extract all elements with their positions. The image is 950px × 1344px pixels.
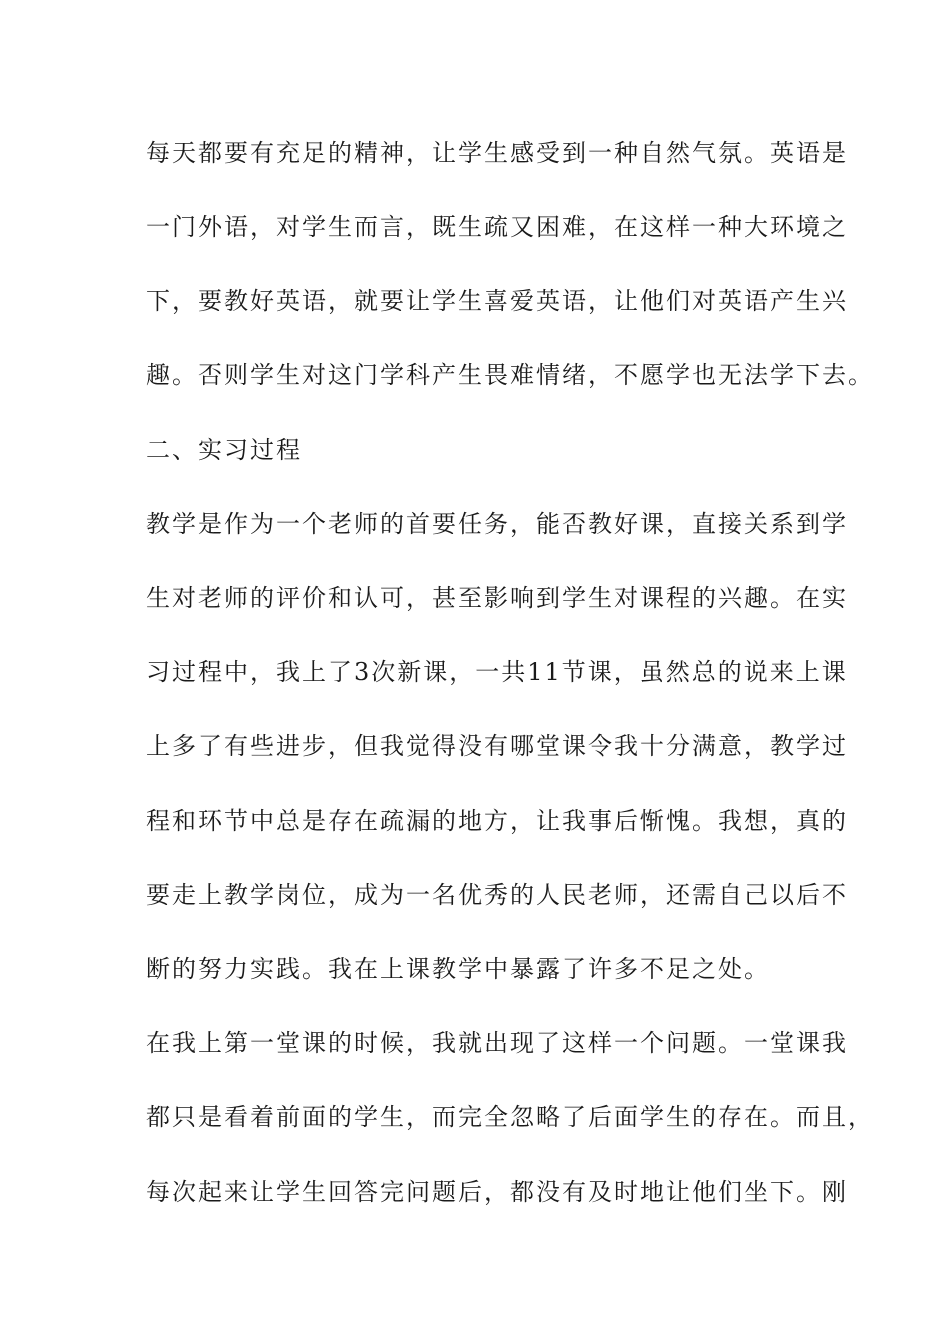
text-line: 都只是看着前面的学生，而完全忽略了后面学生的存在。而且， [146, 1103, 874, 1131]
text-line: 一门外语，对学生而言，既生疏又困难，在这样一种大环境之 [146, 213, 848, 241]
text-line: 趣。否则学生对这门学科产生畏难情绪，不愿学也无法学下去。 [146, 361, 874, 389]
text-line: 习过程中，我上了3次新课，一共11节课，虽然总的说来上课 [146, 658, 848, 686]
text-line: 在我上第一堂课的时候，我就出现了这样一个问题。一堂课我 [146, 1029, 848, 1057]
text-line: 每天都要有充足的精神，让学生感受到一种自然气氛。英语是 [146, 139, 848, 167]
text-line: 生对老师的评价和认可，甚至影响到学生对课程的兴趣。在实 [146, 584, 848, 612]
section-heading: 二、实习过程 [146, 436, 302, 464]
text-line: 每次起来让学生回答完问题后，都没有及时地让他们坐下。刚 [146, 1178, 848, 1206]
text-line: 上多了有些进步，但我觉得没有哪堂课令我十分满意，教学过 [146, 732, 848, 760]
text-line: 要走上教学岗位，成为一名优秀的人民老师，还需自己以后不 [146, 881, 848, 909]
text-line: 程和环节中总是存在疏漏的地方，让我事后惭愧。我想，真的 [146, 807, 848, 835]
text-line: 教学是作为一个老师的首要任务，能否教好课，直接关系到学 [146, 510, 848, 538]
text-line: 下，要教好英语，就要让学生喜爱英语，让他们对英语产生兴 [146, 287, 848, 315]
text-line: 断的努力实践。我在上课教学中暴露了许多不足之处。 [146, 955, 770, 983]
